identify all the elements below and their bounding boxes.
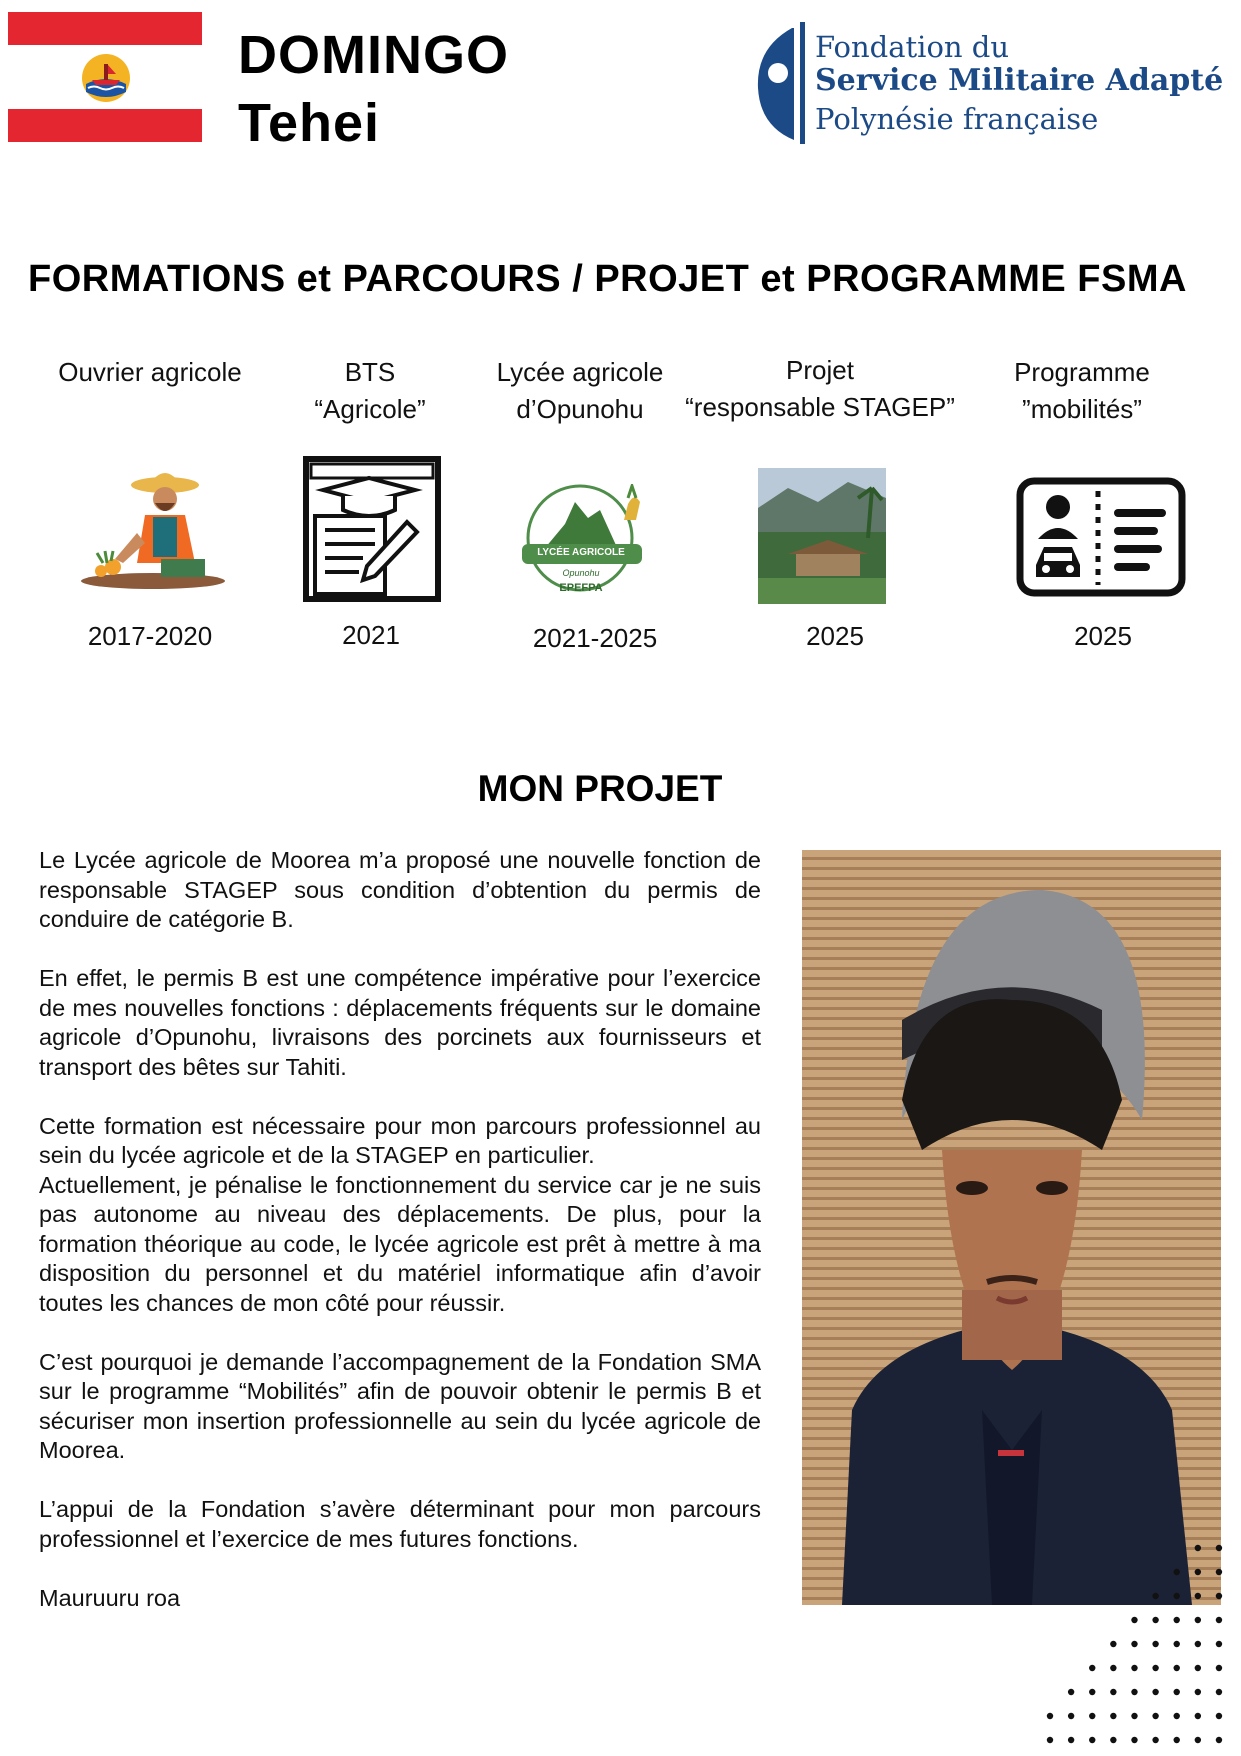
decorative-dot xyxy=(1195,1737,1201,1743)
decorative-dot xyxy=(1089,1737,1095,1743)
decorative-dots xyxy=(1040,1540,1240,1756)
portrait-photo xyxy=(802,850,1221,1605)
decorative-dot xyxy=(1131,1689,1137,1695)
decorative-dot xyxy=(1152,1641,1158,1647)
projet-text xyxy=(39,846,761,1643)
decorative-dot xyxy=(1216,1665,1222,1671)
logo-line-2: Service Militaire Adapté xyxy=(815,63,1224,98)
formation-year-2: 2021 xyxy=(342,620,400,650)
polynesia-emblem-icon xyxy=(80,52,132,104)
decorative-dot xyxy=(1174,1641,1180,1647)
logo-line-3: Polynésie française xyxy=(815,102,1099,136)
lycee-logo-bottom-text: EPEFPA xyxy=(559,582,603,594)
lycee-logo-top-text: LYCÉE AGRICOLE xyxy=(537,547,625,558)
decorative-dot xyxy=(1047,1713,1053,1719)
decorative-dot xyxy=(1131,1713,1137,1719)
decorative-dot xyxy=(1174,1689,1180,1695)
formation-label-4: Projet “responsable STAGEP” xyxy=(685,355,955,422)
formation-year-4: 2025 xyxy=(806,621,864,651)
decorative-dot xyxy=(1089,1665,1095,1671)
decorative-dot xyxy=(1216,1593,1222,1599)
decorative-dot xyxy=(1216,1737,1222,1743)
decorative-dot xyxy=(1110,1713,1116,1719)
decorative-dot xyxy=(1174,1665,1180,1671)
formation-label-3: Lycée agricole d’Opunohu xyxy=(496,357,664,424)
decorative-dot xyxy=(1152,1713,1158,1719)
decorative-dot xyxy=(1174,1569,1180,1575)
decorative-dot xyxy=(1195,1665,1201,1671)
decorative-dot xyxy=(1174,1593,1180,1599)
paragraph-5: C’est pourquoi je demande l’accompagnement de la Fondation SMA sur le programme “Mobilités” afin de pouvoir obtenir le permis B et sécuriser mon insertion professionnelle au sein du lycée agricole de Moorea. xyxy=(39,1348,761,1463)
stagep-photo xyxy=(758,468,886,604)
projet-title: MON PROJET xyxy=(477,768,723,809)
decorative-dot xyxy=(1047,1737,1053,1743)
diploma-document-icon xyxy=(303,456,441,602)
first-name: DOMINGO xyxy=(238,25,509,85)
lycee-agricole-logo xyxy=(520,484,650,600)
decorative-dot xyxy=(1110,1737,1116,1743)
decorative-dot xyxy=(1195,1545,1201,1551)
decorative-dot xyxy=(1152,1737,1158,1743)
decorative-dot xyxy=(1216,1641,1222,1647)
formation-year-3: 2021-2025 xyxy=(532,623,658,653)
paragraph-6: L’appui de la Fondation s’avère déterminant pour mon parcours professionnel et l’exercice de mes futures fonctions. xyxy=(39,1496,761,1552)
logo-line-1: Fondation du xyxy=(815,30,1010,64)
decorative-dot xyxy=(1131,1641,1137,1647)
decorative-dot xyxy=(1195,1617,1201,1623)
decorative-dot xyxy=(1068,1689,1074,1695)
decorative-dot xyxy=(1152,1593,1158,1599)
decorative-dot xyxy=(1195,1593,1201,1599)
french-polynesia-flag xyxy=(8,12,202,142)
decorative-dot xyxy=(1195,1569,1201,1575)
decorative-dot xyxy=(1152,1665,1158,1671)
formation-label-2: BTS “Agricole” xyxy=(314,357,426,424)
paragraph-4: Actuellement, je pénalise le fonctionnement du service car je ne suis pas autonome au niveau des déplacements. De plus, pour la formation théorique au code, le lycée agricole est prêt à mettre à ma disposition du personnel et du matériel informatique afin d’avoir toutes les chances de mon côté pour réussir. xyxy=(39,1171,761,1316)
decorative-dot xyxy=(1068,1737,1074,1743)
decorative-dot xyxy=(1216,1689,1222,1695)
formations-title: FORMATIONS et PARCOURS / PROJET et PROGRAMME FSMA xyxy=(28,258,1187,300)
fsma-emblem-icon xyxy=(758,28,794,140)
paragraph-1: Le Lycée agricole de Moorea m’a proposé une nouvelle fonction de responsable STAGEP sous condition d’obtention du permis de conduire de catégorie B. xyxy=(39,847,761,932)
decorative-dot xyxy=(1089,1713,1095,1719)
driving-licence-icon xyxy=(1016,477,1186,597)
paragraph-2: En effet, le permis B est une compétence impérative pour l’exercice de mes nouvelles fonctions : déplacements fréquents sur le domaine agricole d’Opunohu, livraisons des porcinets aux fournisseurs et transport des bêtes sur Tahiti. xyxy=(39,965,761,1080)
decorative-dot xyxy=(1110,1665,1116,1671)
decorative-dot xyxy=(1131,1665,1137,1671)
decorative-dot xyxy=(1110,1641,1116,1647)
farmer-icon xyxy=(75,463,225,593)
decorative-dot xyxy=(1110,1689,1116,1695)
decorative-dot xyxy=(1216,1545,1222,1551)
decorative-dot xyxy=(1068,1713,1074,1719)
decorative-dot xyxy=(1195,1641,1201,1647)
decorative-dot xyxy=(1174,1713,1180,1719)
signoff: Mauruuru roa xyxy=(39,1584,181,1611)
decorative-dot xyxy=(1131,1737,1137,1743)
decorative-dot xyxy=(1174,1617,1180,1623)
formation-year-5: 2025 xyxy=(1074,621,1132,651)
formation-label-1: Ouvrier agricole xyxy=(58,357,242,387)
lycee-logo-sub-text: Opunohu xyxy=(562,568,600,578)
decorative-dot xyxy=(1216,1713,1222,1719)
decorative-dot xyxy=(1174,1737,1180,1743)
decorative-dot xyxy=(1131,1617,1137,1623)
paragraph-3: Cette formation est nécessaire pour mon parcours professionnel au sein du lycée agricole et de la STAGEP en particulier. xyxy=(39,1112,761,1168)
decorative-dot xyxy=(1195,1689,1201,1695)
decorative-dot xyxy=(1152,1689,1158,1695)
decorative-dot xyxy=(1195,1713,1201,1719)
last-name: Tehei xyxy=(238,93,381,153)
decorative-dot xyxy=(1152,1617,1158,1623)
formation-label-5: Programme ”mobilités” xyxy=(1014,357,1150,424)
decorative-dot xyxy=(1216,1617,1222,1623)
decorative-dot xyxy=(1216,1569,1222,1575)
decorative-dot xyxy=(1089,1689,1095,1695)
formation-year-1: 2017-2020 xyxy=(87,621,213,651)
